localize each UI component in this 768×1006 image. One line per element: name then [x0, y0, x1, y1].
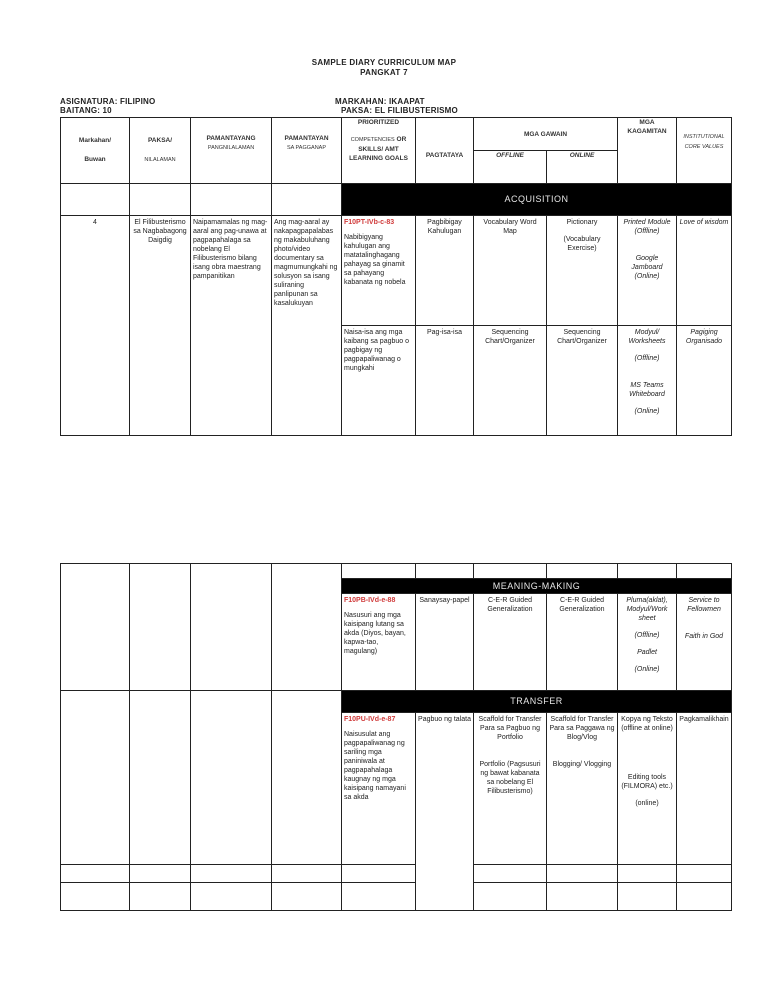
curriculum-table-top: [60, 117, 732, 436]
band-acquisition: ACQUISITION: [342, 184, 732, 216]
cell-competency: F10PU-IVd-e-87 Naisusulat ang pagpapaliwanag ng sariling mga paniniwala at pagpapahalaga kaugnay ng mga kaisipang namayani sa akda: [342, 713, 416, 865]
asignatura-label: ASIGNATURA: FILIPINO: [60, 97, 156, 106]
baitang-label: BAITANG: 10: [60, 106, 112, 115]
cell-kagamitan: Modyul/ Worksheets (Offline) MS Teams Whiteboard (Online): [618, 326, 677, 436]
header-prioritized-competencies: PRIORITIZED COMPETENCIES OR SKILLS/ AMT LEARNING GOALS: [342, 118, 416, 184]
header-paksa: PAKSA/ NILALAMAN: [130, 118, 191, 184]
cell-online: Scaffold for Transfer Para sa Paggawa ng Blog/Vlog Blogging/ Vlogging: [547, 713, 618, 865]
cell-online: Sequencing Chart/Organizer: [547, 326, 618, 436]
cell-online: Pictionary (Vocabulary Exercise): [547, 216, 618, 326]
header-pamantayan-sa-pagganap: PAMANTAYAN SA PAGGANAP: [272, 118, 342, 184]
header-offline: OFFLINE: [474, 151, 547, 184]
band-meaning-making: MEANING-MAKING: [342, 579, 732, 594]
cell-kagamitan: Printed Module (Offline) Google Jamboard (Online): [618, 216, 677, 326]
cell-offline: C-E-R Guided Generalization: [474, 594, 547, 691]
cell-values: Pagiging Organisado: [677, 326, 732, 436]
competency-code: F10PB-IVd-e-88: [344, 597, 396, 604]
cell-paksa: El Filibusterismo sa Nagbabagong Daigdig: [130, 216, 191, 436]
cell-pagtataya: Pag-isa-isa: [416, 326, 474, 436]
curriculum-table-bottom: [60, 563, 732, 911]
markahan-label: MARKAHAN: IKAAPAT: [335, 97, 425, 106]
cell-values: Pagkamalikhain: [677, 713, 732, 865]
header-pagtataya: PAGTATAYA: [416, 118, 474, 184]
cell-competency: Naisa-isa ang mga kaibang sa pagbuo o pagbigay ng pagpapaliwanag o mungkahi: [342, 326, 416, 436]
cell-kagamitan: Kopya ng Teksto (offline at online) Editing tools (FILMORA) etc.) (online): [618, 713, 677, 865]
document-subtitle: PANGKAT 7: [360, 68, 408, 77]
paksa-label: PAKSA: EL FILIBUSTERISMO: [341, 106, 458, 115]
cell-pagtataya: Sanaysay-papel: [416, 594, 474, 691]
header-mga-kagamitan: MGA KAGAMITAN: [618, 118, 677, 184]
cell-kagamitan: Pluma(aklat), Modyul/Work sheet (Offline) Padlet (Online): [618, 594, 677, 691]
header-online: ONLINE: [547, 151, 618, 184]
cell-offline: Sequencing Chart/Organizer: [474, 326, 547, 436]
cell-markahan: 4: [61, 216, 130, 436]
competency-code: F10PT-IVb-c-83: [344, 219, 395, 226]
cell-offline: Scaffold for Transfer Para sa Pagbuo ng Portfolio Portfolio (Pagsusuri ng bawat kabanata sa nobelang El Filibusterismo): [474, 713, 547, 865]
cell-values: Love of wisdom: [677, 216, 732, 326]
document-title: SAMPLE DIARY CURRICULUM MAP: [311, 58, 457, 67]
cell-competency: F10PT-IVb-c-83 Nabibigyang kahulugan ang matatalinghagang pahayag sa ginamit sa pahayang kabanata ng nobela: [342, 216, 416, 326]
header-pamantayang-pangnilalaman: PAMANTAYANG PANGNILALAMAN: [191, 118, 272, 184]
band-transfer: TRANSFER: [342, 691, 732, 713]
cell-pamantayan-sa-pagganap: Ang mag-aaral ay nakapagpapalabas ng makabuluhang photo/video documentary sa magmumungkahi ng solusyon sa isang suliraning panlipunan sa kasalukuyan: [272, 216, 342, 436]
header-markahan: Markahan/ Buwan: [61, 118, 130, 184]
cell-offline: Vocabulary Word Map: [474, 216, 547, 326]
cell-pagtataya: Pagbibigay Kahulugan: [416, 216, 474, 326]
competency-code: F10PU-IVd-e-87: [344, 716, 396, 723]
header-mga-gawain: MGA GAWAIN: [474, 118, 618, 151]
cell-online: C-E-R Guided Generalization: [547, 594, 618, 691]
cell-competency: F10PB-IVd-e-88 Nasusuri ang mga kaisipang lutang sa akda (Diyos, bayan, kapwa-tao, magulang): [342, 594, 416, 691]
cell-pamantayang-pangnilalaman: Naipamamalas ng mag-aaral ang pag-unawa at pagpapahalaga sa nobelang El Filibusterismo bilang isang obra maestrang pampanitikan: [191, 216, 272, 436]
cell-values: Service to Fellowmen Faith in God: [677, 594, 732, 691]
cell-pagtataya: Pagbuo ng talata: [416, 713, 474, 911]
header-institutional-core-values: INSTITUTIONAL CORE VALUES: [677, 118, 732, 184]
